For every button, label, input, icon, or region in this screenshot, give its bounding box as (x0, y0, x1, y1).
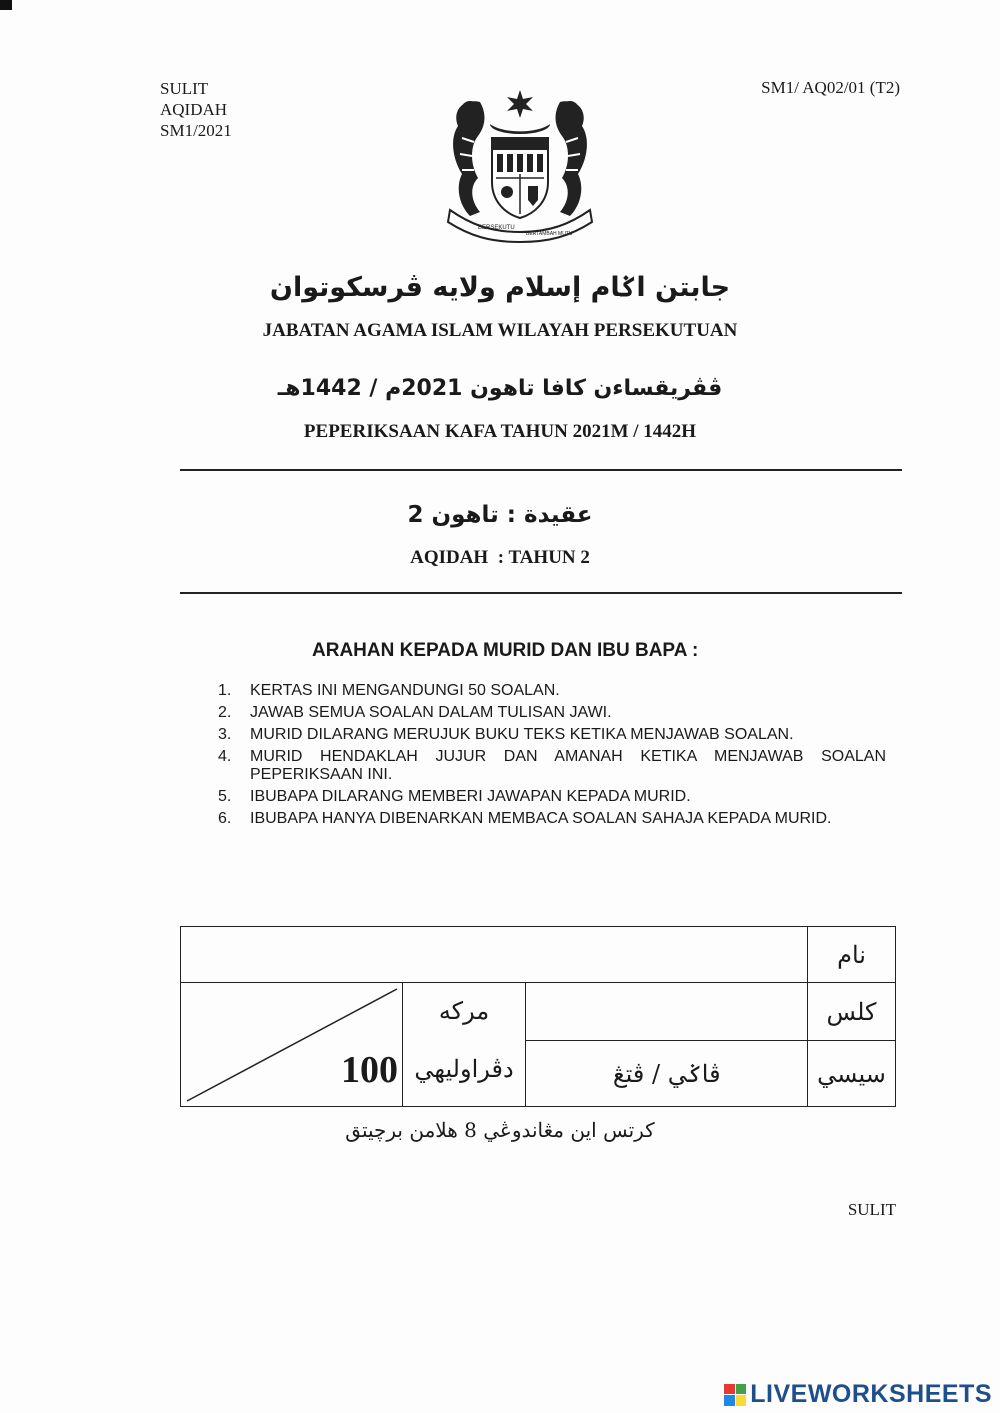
divider-top (180, 469, 902, 471)
instructions-title: ARAHAN KEPADA MURID DAN IBU BAPA : (312, 640, 699, 661)
header-left (160, 78, 232, 141)
exam-jawi: ڤڤريقساءن كافا تاهون 2021م / 1442هـ (277, 376, 723, 401)
liveworksheets-watermark (724, 1380, 992, 1409)
instruction-item: 1. KERTAS INI MENGANDUNGI 50 SOALAN. (218, 682, 560, 699)
subject-title: AQIDAH : TAHUN 2 (410, 547, 590, 568)
class-field[interactable] (526, 983, 808, 1041)
malaysia-coat-of-arms-icon (440, 82, 600, 244)
liveworksheets-logo-icon (724, 1384, 746, 1406)
marks-label: مركه (438, 997, 490, 1025)
scan-corner-mark (0, 0, 12, 10)
divider-bottom (180, 592, 902, 594)
instruction-item: 4. MURID HENDAKLAH JUJUR DAN AMANAH KETIKA MENJAWAB SOALAN PEPERIKSAAN INI. (218, 748, 886, 783)
subject-jawi: عقيدة : تاهون 2 (407, 502, 593, 528)
svg-text:BERTAMBAH MUTU: BERTAMBAH MUTU (526, 231, 573, 237)
department-jawi: جابتن اݢام إسلام ولايه ڤرسكوتوان (269, 272, 731, 303)
obtained-label: دڤراوليهي (414, 1055, 514, 1083)
instruction-item: 3. MURID DILARANG MERUJUK BUKU TEKS KETIKA MENJAWAB SOALAN. (218, 726, 794, 743)
session-options[interactable]: ڤاݢي / ڤتڠ (526, 1041, 808, 1107)
department-title: JABATAN AGAMA ISLAM WILAYAH PERSEKUTUAN (262, 320, 738, 341)
class-label: كلس (808, 983, 896, 1041)
total-marks: 100 (341, 1049, 398, 1091)
header-paper: SM1/2021 (160, 121, 232, 140)
marks-label-cell (402, 983, 526, 1107)
instruction-item: 5. IBUBAPA DILARANG MEMBERI JAWAPAN KEPADA MURID. (218, 788, 691, 805)
instruction-item: 6. IBUBAPA HANYA DIBENARKAN MEMBACA SOALAN SAHAJA KEPADA MURID. (218, 810, 832, 827)
instruction-item: 2. JAWAB SEMUA SOALAN DALAM TULISAN JAWI. (218, 704, 612, 721)
exam-title: PEPERIKSAAN KAFA TAHUN 2021M / 1442H (303, 421, 697, 442)
instructions-list (218, 682, 886, 832)
paper-code: SM1/ AQ02/01 (T2) (761, 78, 900, 97)
header-sulit: SULIT (160, 79, 209, 98)
svg-text:BERSEKUTU: BERSEKUTU (478, 225, 515, 231)
header-subject: AQIDAH (160, 100, 228, 119)
session-label: سيسي (808, 1041, 896, 1107)
watermark-text: LIVEWORKSHEETS (750, 1380, 992, 1408)
footer-sulit: SULIT (847, 1200, 896, 1219)
name-label: نام (808, 927, 896, 983)
student-info-table (180, 926, 896, 1107)
pages-note: كرتس اين مڠاندوڠي 8 هلامن برچيتق (345, 1118, 655, 1142)
name-field[interactable] (181, 927, 808, 983)
